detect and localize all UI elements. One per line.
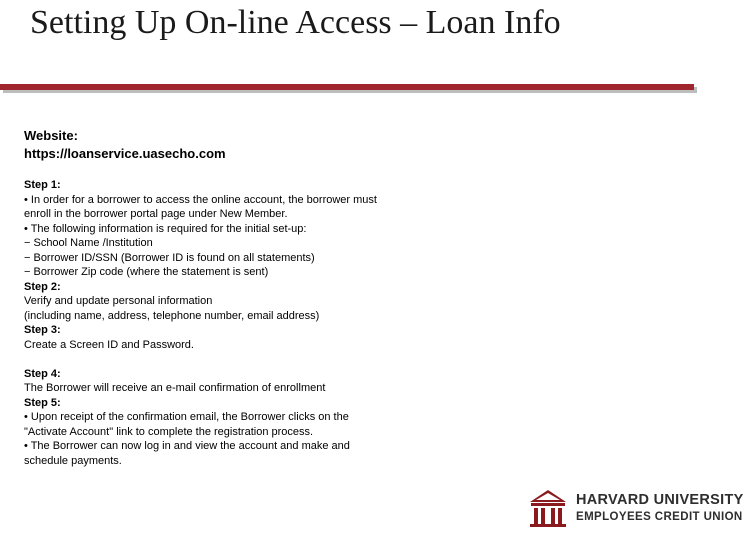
building-icon [528,488,568,528]
step5-line: "Activate Account" link to complete the registration process. [24,425,314,438]
step3-label: Step 3: [24,324,61,336]
step1-line: • The following information is required for the initial set-up: [24,222,307,235]
step5-line: schedule payments. [24,454,122,467]
step1-line: − Borrower ID/SSN (Borrower ID is found on all statements) [24,251,315,264]
step1-label: Step 1: [24,179,61,191]
step4-label: Step 4: [24,367,61,380]
logo-line1: HARVARD UNIVERSITY [576,492,744,508]
title-divider [0,84,694,90]
step1-line: enroll in the borrower portal page under New Member. [24,208,288,220]
step1-line: − Borrower Zip code (where the statement is sent) [24,266,269,278]
step5-line: • The Borrower can now log in and view the account and make and [24,440,350,452]
step2-label: Step 2: [24,280,61,293]
step5-label: Step 5: [24,396,61,409]
logo-line2: EMPLOYEES CREDIT UNION [576,511,743,523]
step4-line: The Borrower will receive an e-mail confirmation of enrollment [24,382,326,394]
step2-line: (including name, address, telephone number, email address) [24,309,320,322]
spacer [24,352,444,367]
step1-line: − School Name /Institution [24,237,153,249]
credit-union-logo [528,488,744,530]
steps-block [24,178,444,468]
website-url[interactable]: https://loanservice.uasecho.com [24,146,226,161]
step2-line: Verify and update personal information [24,295,213,307]
website-block [24,127,226,163]
step1-line: • In order for a borrower to access the online account, the borrower must [24,193,377,206]
step3-line: Create a Screen ID and Password. [24,338,194,351]
step5-line: • Upon receipt of the confirmation email, the Borrower clicks on the [24,411,349,423]
website-label: Website: [24,128,78,143]
slide-title: Setting Up On-line Access – Loan Info [30,4,561,41]
